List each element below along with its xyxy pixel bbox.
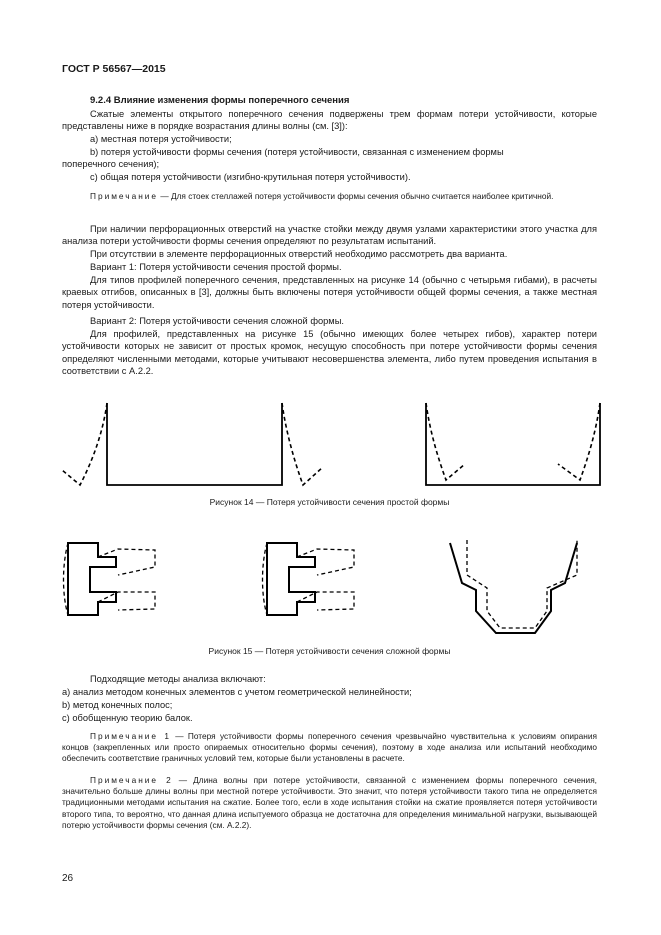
figure-15-diagram — [0, 535, 661, 640]
note-label: Примечание — [90, 191, 159, 201]
figure-14-caption: Рисунок 14 — Потеря устойчивости сечения простой формы — [209, 497, 450, 507]
note-text: — Длина волны при потере устойчивости, связанной с изменением формы поперечного сечения, значительно больше длины волны при местной потере устойчивости. Это значит, что потеря устойчивости такого типа не определяется традиционными методами испытания на сжатие. Более того, если в ходе испытания стойки на сжатие проявляется потеря устойчивости второго типа, то вероятно, что данная длина испытуемого образца не достаточна для определения минимальной нагрузки, вызывающей потерю устойчивости формы сечения (см. А.2.2). — [62, 775, 597, 830]
document-header: ГОСТ Р 56567—2015 — [62, 63, 166, 75]
profile-outline — [267, 543, 315, 615]
paragraph: Вариант 2: Потеря устойчивости сечения сложной формы. — [90, 316, 344, 326]
buckled-shape-dashed — [62, 403, 107, 485]
section-intro: Сжатые элементы открытого поперечного сечения подвержены трем формам потери устойчивости, которые представлены ниже в порядке возрастания длины волны (см. [3]): — [62, 109, 597, 132]
figure-14-diagram — [0, 395, 661, 495]
note-2-numbered — [62, 775, 597, 831]
paragraph: Для профилей, представленных на рисунке 15 (обычно имеющих более четырех гибов), характер потери устойчивости которых не зависит от простых кромок, несущую способность при потере устойчивости формы сечения определяют численными методами, которые учитывают несовершенства элемента, либо путем проведения испытания в соответствии с А.2.2. — [62, 329, 597, 377]
buckled-shape-dashed — [98, 549, 155, 575]
buckled-shape-dashed — [297, 549, 354, 575]
note-text: — Потеря устойчивости формы поперечного сечения чрезвычайно чувствительна к условиям опирания концов (закрепленных или просто опираемых относительно формы сечения), поэтому в ходе анализа или испытаний необходимо обеспечить соответствие граничных условий тем, которые были установлены в расчете. — [62, 731, 597, 764]
list-item-continuation: поперечного сечения); — [62, 159, 160, 169]
profile-outline — [107, 403, 282, 485]
method-item: а) анализ методом конечных элементов с учетом геометрической нелинейности; — [62, 687, 412, 697]
paragraph: При отсутствии в элементе перфорационных отверстий необходимо рассмотреть два варианта. — [90, 249, 508, 259]
list-item: с) общая потеря устойчивости (изгибно-крутильная потеря устойчивости). — [90, 172, 411, 182]
paragraph: Для типов профилей поперечного сечения, представленных на рисунке 14 (обычно с четырьмя гибами), в расчеты краевых отгибов, описанных в [3], должны быть включены потеря устойчивости общей формы сечения, а также местная потеря устойчивости. — [62, 275, 597, 310]
note-1-numbered — [62, 731, 597, 765]
list-item: b) потеря устойчивости формы сечения (потеря устойчивости, связанная с изменением формы — [90, 147, 504, 157]
list-item: а) местная потеря устойчивости; — [90, 134, 232, 144]
buckled-shape-dashed — [282, 403, 323, 485]
profile-outline — [450, 543, 577, 633]
page-number: 26 — [62, 873, 74, 884]
note-label: Примечание 1 — [90, 731, 171, 741]
figure-15-caption: Рисунок 15 — Потеря устойчивости сечения сложной формы — [208, 646, 451, 656]
methods-intro: Подходящие методы анализа включают: — [90, 674, 266, 684]
note-label: Примечание 2 — [90, 775, 173, 785]
paragraph: Вариант 1: Потеря устойчивости сечения простой формы. — [90, 262, 342, 272]
note-1 — [62, 191, 597, 202]
profile-outline — [68, 543, 116, 615]
buckled-shape-dashed — [558, 403, 600, 480]
paragraph: При наличии перфорационных отверстий на участке стойки между двумя узлами характеристики этого участка для анализа потери устойчивости формы сечения определяют по результатам испытаний. — [62, 224, 597, 247]
buckled-shape-dashed — [426, 403, 465, 480]
note-text: — Для стоек стеллажей потеря устойчивости формы сечения обычно считается наиболее критичной. — [160, 191, 554, 201]
method-item: с) обобщенную теорию балок. — [62, 713, 193, 723]
profile-outline — [426, 403, 600, 485]
section-title: 9.2.4 Влияние изменения формы поперечного сечения — [90, 95, 350, 106]
buckled-shape-dashed — [467, 540, 577, 628]
method-item: b) метод конечных полос; — [62, 700, 173, 710]
